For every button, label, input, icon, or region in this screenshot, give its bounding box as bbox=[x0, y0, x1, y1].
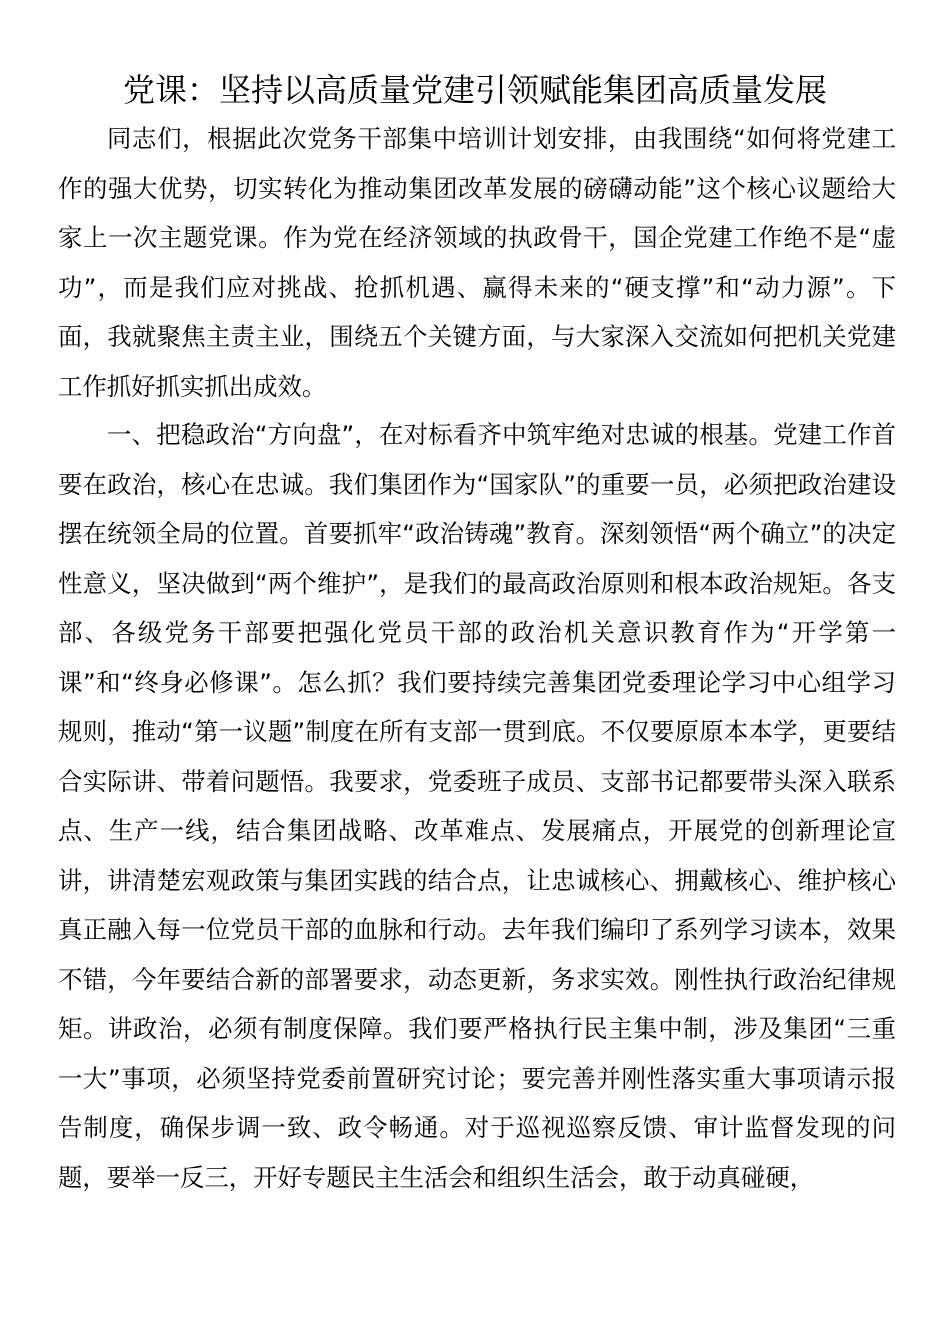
paragraph-intro: 同志们，根据此次党务干部集中培训计划安排，由我围绕“如何将党建工作的强大优势，切实转化为推动集团改革发展的磅礴动能”这个核心议题给大家上一次主题党课。作为党在经济领域的执政骨干，国企党建工作绝不是“虚功”，而是我们应对挑战、抢抓机遇、赢得未来的“硬支撑”和“动力源”。下面，我就聚焦主责主业，围绕五个关键方面，与大家深入交流如何把机关党建工作抓好抓实抓出成效。 bbox=[58, 124, 896, 401]
document-title: 党课：坚持以高质量党建引领赋能集团高质量发展 bbox=[122, 71, 827, 109]
paragraph-section-one: 一、把稳政治“方向盘”，在对标看齐中筑牢绝对忠诚的根基。党建工作首要在政治，核心在忠诚。我们集团作为“国家队”的重要一员，必须把政治建设摆在统领全局的位置。首要抓牢“政治铸魂”教育。深刻领悟“两个确立”的决定性意义，坚决做到“两个维护”，是我们的最高政治原则和根本政治规矩。各支部、各级党务干部要把强化党员干部的政治机关意识教育作为“开学第一课”和“终身必修课”。怎么抓？我们要持续完善集团党委理论学习中心组学习规则，推动“第一议题”制度在所有支部一贯到底。不仅要原原本本学，更要结合实际讲、带着问题悟。我要求，党委班子成员、支部书记都要带头深入联系点、生产一线，结合集团战略、改革难点、发展痛点，开展党的创新理论宣讲，讲清楚宏观政策与集团实践的结合点，让忠诚核心、拥戴核心、维护核心真正融入每一位党员干部的血脉和行动。去年我们编印了系列学习读本，效果不错，今年要结合新的部署要求，动态更新，务求实效。刚性执行政治纪律规矩。讲政治，必须有制度保障。我们要严格执行民主集中制，涉及集团“三重一大”事项，必须坚持党委前置研究讨论；要完善并刚性落实重大事项请示报告制度，确保步调一致、政令畅通。对于巡视巡察反馈、审计监督发现的问题，要举一反三，开好专题民主生活会和组织生活会，敢于动真碰硬， bbox=[58, 420, 896, 1192]
